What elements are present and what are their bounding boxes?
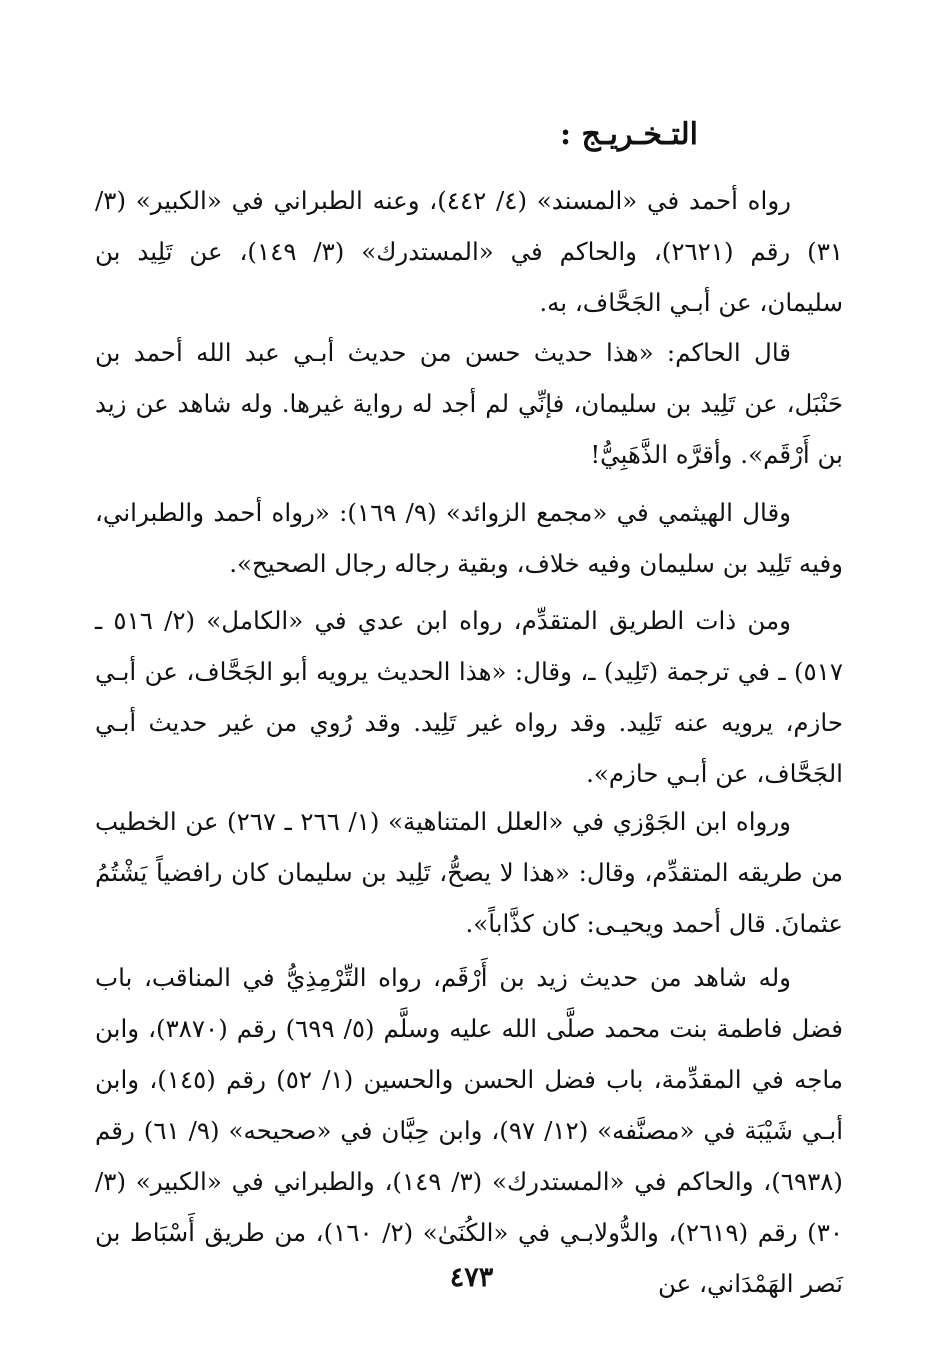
section-heading: التـخـريـج :	[559, 117, 698, 152]
paragraph-ibn-adi	[95, 595, 843, 799]
paragraph-haythami	[95, 487, 843, 589]
page-number: ٤٧٣	[449, 1262, 494, 1293]
paragraph-text: قال الحاكم: «هذا حديث حسن من حديث أبـي عبد الله أحمد بن حَنْبَل، عن تَلِيد بن سليمان، فإنِّي لم أجد له رواية غيرها. وله شاهد عن زيد بن أَرْقَم». وأقرَّه الذَّهَبِيُّ!	[95, 338, 843, 469]
paragraph-text: رواه أحمد في «المسند» (٤/ ٤٤٢)، وعنه الطبراني في «الكبير» (٣/ ٣١) رقم (٢٦٢١)، والحاكم في «المستدرك» (٣/ ١٤٩)، عن تَلِيد بن سليمان، عن أبـي الجَحَّاف، به.	[95, 186, 844, 317]
paragraph-ibn-jawzi	[95, 796, 843, 949]
paragraph-takhrij	[95, 175, 843, 328]
paragraph-text: وله شاهد من حديث زيد بن أَرْقَم، رواه التِّرْمِذِيُّ في المناقب، باب فضل فاطمة بنت محمد صلَّى الله عليه وسلَّم (٥/ ٦٩٩) رقم (٣٨٧٠)، وابن ماجه في المقدِّمة، باب فضل الحسن والحسين (١/ ٥٢) رقم (١٤٥)، وابن أبـي شَيْبَة في «مصنَّفه» (١٢/ ٩٧)، وابن حِبَّان في «صحيحه» (٩/ ٦١) رقم (٦٩٣٨)، والحاكم في «المستدرك» (٣/ ١٤٩)، والطبراني في «الكبير» (٣/ ٣٠) رقم (٢٦١٩)، والدُّولابـي في «الكُنَىٰ» (٢/ ١٦٠)، من طريق أَسْبَاط بن نَصر الهَمْدَاني، عن	[95, 963, 844, 1298]
paragraph-text: وقال الهيثمي في «مجمع الزوائد» (٩/ ١٦٩): «رواه أحمد والطبراني، وفيه تَلِيد بن سليمان وفيه خلاف، وبقية رجاله رجال الصحيح».	[95, 498, 843, 578]
paragraph-shahid	[95, 952, 843, 1309]
paragraph-text: ومن ذات الطريق المتقدِّم، رواه ابن عدي في «الكامل» (٢/ ٥١٦ ـ ٥١٧) ـ في ترجمة (تَلِيد) ـ، وقال: «هذا الحديث يرويه أبو الجَحَّاف، عن أبـي حازم، يرويه عنه تَلِيد. وقد رواه غير تَلِيد. وقد رُوي من غير حديث أبـي الجَحَّاف، عن أبـي حازم».	[95, 606, 843, 788]
paragraph-hakim	[95, 327, 843, 480]
paragraph-text: ورواه ابن الجَوْزي في «العلل المتناهية» (١/ ٢٦٦ ـ ٢٦٧) عن الخطيب من طريقه المتقدِّم، وقال: «هذا لا يصحُّ، تَلِيد بن سليمان كان رافضياً يَشْتُمُ عثمانَ. قال أحمد ويحيـى: كان كذَّاباً».	[95, 807, 843, 938]
